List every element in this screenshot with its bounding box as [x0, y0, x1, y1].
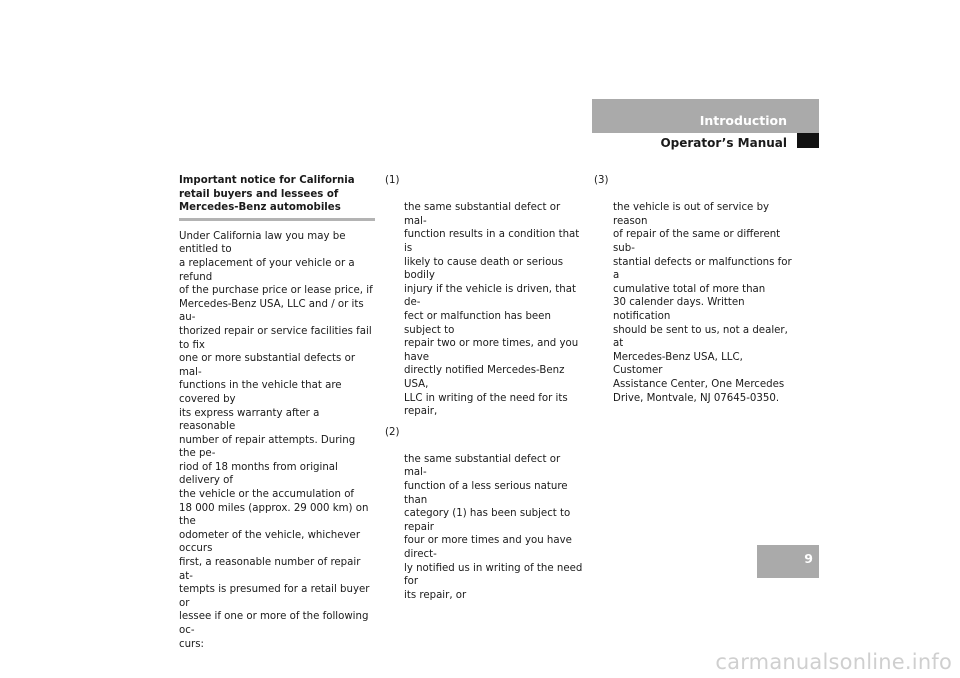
- list-item-text: the same substantial defect or mal- function results in a condition that is likely to cause death or serious bodily injury if the vehicle is driven, that de- fect or malfunction has been subject to repair two or more times, and you have directly notified Mercedes-Benz USA, LLC in writing of the need for its repair,: [404, 202, 580, 418]
- page-number-box: [757, 545, 819, 578]
- section-tab-marker: [797, 133, 819, 148]
- watermark: carmanualsonline.info: [715, 650, 952, 674]
- list-item-text: the vehicle is out of service by reason of repair of the same or different sub- stantial defects or malfunctions for a cumulative total of more than 30 calender days. Written notification should be sent to us, not a dealer, at Mercedes-Benz USA, LLC, Customer Assistance Center, One Mercedes Drive, Montvale, NJ 07645-0350.: [613, 202, 792, 404]
- column-1: [179, 174, 375, 651]
- list-item: [385, 174, 583, 419]
- notice-title-line-1: Important notice for California: [179, 175, 355, 186]
- list-item-number: (1): [385, 175, 400, 186]
- list-item-text: the same substantial defect or mal- function of a less serious nature than category (1) has been subject to repair four or more times and you have direct- ly notified us in writing of the need for its repair, or: [404, 453, 583, 601]
- list-item-number: (3): [594, 175, 609, 186]
- page-number: 9: [804, 551, 813, 566]
- notice-body: Under California law you may be entitled to a replacement of your vehicle or a refund of the purchase price or lease price, if Mercedes-Benz USA, LLC and / or its au- thorized repair or service facilities fail to fix one or more substantial defects or mal- functions in the vehicle that are covered by its express warranty after a reasonable number of repair attempts. During the pe- riod of 18 months from original delivery of the vehicle or the accumulation of 18 000 miles (approx. 29 000 km) on the odometer of the vehicle, whichever occurs first, a reasonable number of repair at- tempts is presumed for a retail buyer or lessee if one or more of the following oc- curs:: [179, 230, 373, 650]
- title-divider: [179, 218, 375, 221]
- list-item-number: (2): [385, 426, 400, 438]
- column-3: [594, 174, 792, 412]
- notice-title-line-2: retail buyers and lessees of: [179, 188, 339, 200]
- section-header-bar: [592, 99, 819, 133]
- section-title: Introduction: [699, 113, 787, 128]
- notice-title-line-3: Mercedes-Benz automobiles: [179, 202, 341, 214]
- column-2: [385, 174, 583, 609]
- list-item: [385, 426, 583, 603]
- notice-title: [179, 174, 375, 215]
- list-item: [594, 174, 792, 405]
- manual-subtitle: Operator’s Manual: [660, 136, 787, 150]
